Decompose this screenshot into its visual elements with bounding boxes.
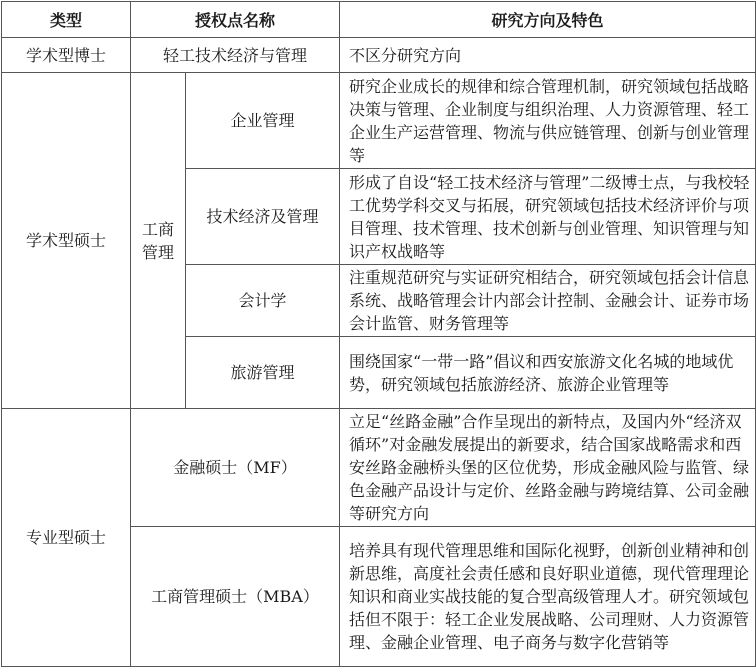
name-cell: 会计学 (186, 265, 340, 337)
desc-cell: 研究企业成长的规律和综合管理机制，研究领域包括战略决策与管理、企业制度与组织治理、人力资源管理、轻工企业生产运营管理、物流与供应链管理、创新与创业管理等 (340, 73, 756, 169)
type-cell-phd: 学术型博士 (2, 38, 131, 73)
type-cell-academic-masters: 学术型硕士 (2, 73, 131, 409)
header-type: 类型 (2, 2, 131, 38)
name-cell: 技术经济及管理 (186, 169, 340, 265)
name-cell: 旅游管理 (186, 337, 340, 409)
program-table (1, 1, 756, 667)
group-label-line2: 管理 (141, 242, 174, 262)
name-cell: 工商管理硕士（MBA） (131, 527, 340, 667)
table-row (2, 38, 756, 73)
group-cell-business-admin (131, 73, 186, 409)
desc-cell: 围绕国家“一带一路”倡议和西安旅游文化名城的地域优势，研究领域包括旅游经济、旅游企业管理等 (340, 337, 756, 409)
program-table-page (1, 1, 755, 664)
name-cell: 金融硕士（MF） (131, 409, 340, 527)
header-name: 授权点名称 (131, 2, 340, 38)
desc-cell: 培养具有现代管理思维和国际化视野，创新创业精神和创新思维，高度社会责任感和良好职业道德，现代管理理论知识和商业实战技能的复合型高级管理人才。研究领域包括但不限于：轻工企业发展战略、公司理财、人力资源管理、金融企业管理、电子商务与数字化营销等 (340, 527, 756, 667)
type-cell-professional-masters: 专业型硕士 (2, 409, 131, 667)
group-label-line1: 工商 (141, 219, 174, 239)
table-row (2, 409, 756, 527)
name-cell: 企业管理 (186, 73, 340, 169)
desc-cell: 形成了自设“轻工技术经济与管理”二级博士点，与我校轻工优势学科交叉与拓展，研究领域包括技术经济评价与项目管理、技术管理、技术创新与创业管理、知识管理与知识产权战略等 (340, 169, 756, 265)
table-header-row (2, 2, 756, 38)
name-cell: 轻工技术经济与管理 (131, 38, 340, 73)
desc-cell: 注重规范研究与实证研究相结合，研究领域包括会计信息系统、战略管理会计内部会计控制、金融会计、证券市场会计监管、财务管理等 (340, 265, 756, 337)
desc-cell: 立足“丝路金融”合作呈现出的新特点，及国内外“经济双循环”对金融发展提出的新要求，结合国家战略需求和西安丝路金融桥头堡的区位优势，形成金融风险与监管、绿色金融产品设计与定价、丝路金融与跨境结算、公司金融等研究方向 (340, 409, 756, 527)
header-direction: 研究方向及特色 (340, 2, 756, 38)
desc-cell: 不区分研究方向 (340, 38, 756, 73)
table-row (2, 73, 756, 169)
